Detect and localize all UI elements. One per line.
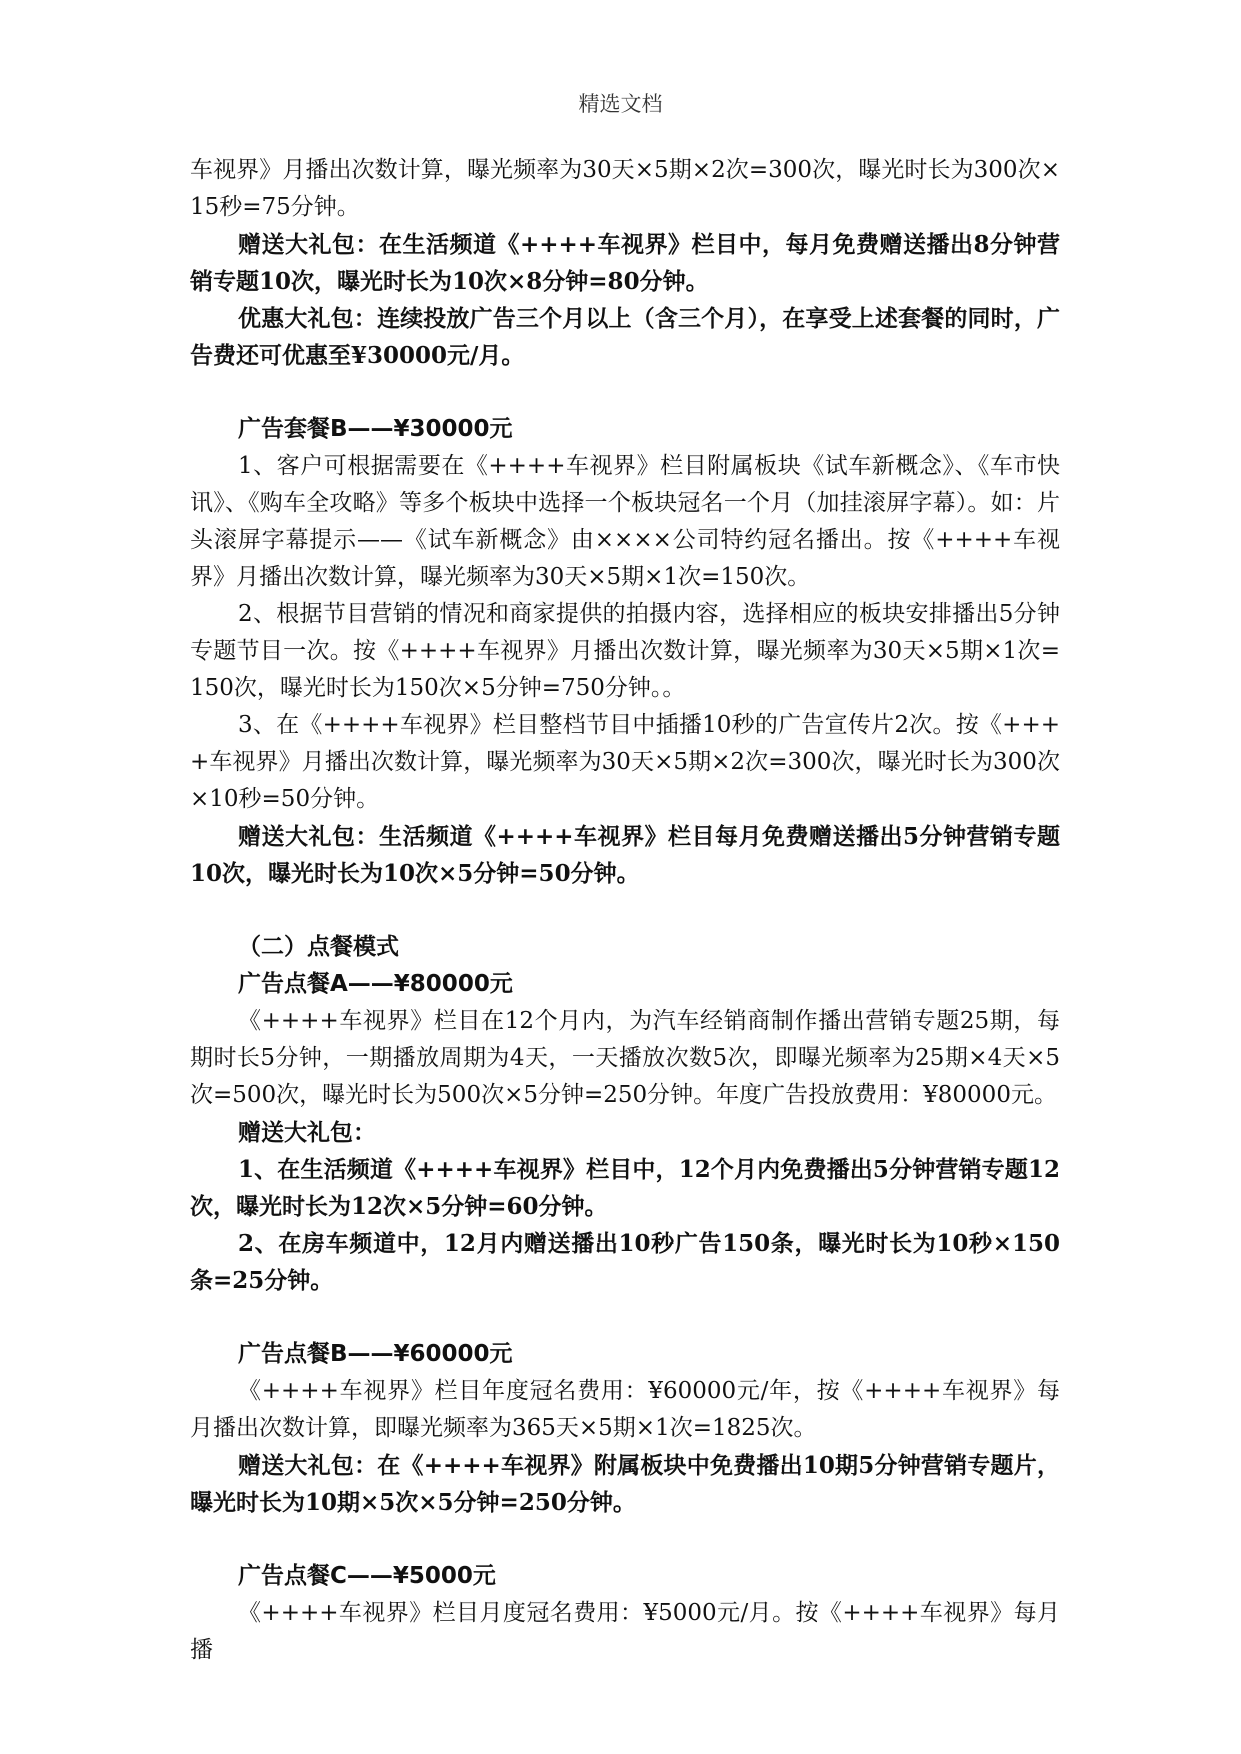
discount-package-paragraph: 优惠大礼包：连续投放广告三个月以上（含三个月），在享受上述套餐的同时，广告费还可优惠至¥30000元/月。 [190, 305, 1060, 369]
order-a-gift-label: 赠送大礼包： [238, 1119, 376, 1146]
section-heading-order-mode: （二）点餐模式 [238, 934, 399, 960]
package-b-item-2: 2、根据节目营销的情况和商家提供的拍摄内容，选择相应的板块安排播出5分钟专题节目一次。按《++++车视界》月播出次数计算，曝光频率为30天×5期×1次=150次，曝光时长为150次×5分钟=750分钟。。 [190, 601, 1060, 701]
order-a-heading: 广告点餐A——¥80000元 [238, 971, 513, 997]
package-b-item-3: 3、在《++++车视界》栏目整档节目中插播10秒的广告宣传片2次。按《++++车视界》月播出次数计算，曝光频率为30天×5期×2次=300次，曝光时长为300次×10秒=50分钟。 [190, 712, 1060, 812]
document-body [190, 152, 1060, 1669]
page-header: 精选文档 [578, 92, 663, 116]
body-paragraph: 车视界》月播出次数计算，曝光频率为30天×5期×2次=300次，曝光时长为300次×15秒=75分钟。 [190, 157, 1060, 220]
order-c-heading: 广告点餐C——¥5000元 [238, 1563, 496, 1589]
order-b-description: 《++++车视界》栏目年度冠名费用：¥60000元/年，按《++++车视界》每月播出次数计算，即曝光频率为365天×5期×1次=1825次。 [190, 1378, 1060, 1441]
order-a-description: 《++++车视界》栏目在12个月内，为汽车经销商制作播出营销专题25期，每期时长5分钟，一期播放周期为4天，一天播放次数5次，即曝光频率为25期×4天×5次=500次，曝光时长为500次×5分钟=250分钟。年度广告投放费用：¥80000元。 [190, 1008, 1060, 1108]
gift-package-paragraph: 赠送大礼包：在生活频道《++++车视界》栏目中，每月免费赠送播出8分钟营销专题10次，曝光时长为10次×8分钟=80分钟。 [190, 231, 1060, 295]
order-a-gift-item-2: 2、在房车频道中，12月内赠送播出10秒广告150条，曝光时长为10秒×150条=25分钟。 [190, 1230, 1060, 1294]
package-b-item-1: 1、客户可根据需要在《++++车视界》栏目附属板块《试车新概念》、《车市快讯》、《购车全攻略》等多个板块中选择一个板块冠名一个月（加挂滚屏字幕）。如：片头滚屏字幕提示——《试车新概念》由××××公司特约冠名播出。按《++++车视界》月播出次数计算，曝光频率为30天×5期×1次=150次。 [190, 453, 1060, 590]
order-c-description: 《++++车视界》栏目月度冠名费用：¥5000元/月。按《++++车视界》每月播 [190, 1600, 1060, 1663]
order-b-heading: 广告点餐B——¥60000元 [238, 1341, 513, 1367]
package-b-heading: 广告套餐B——¥30000元 [238, 416, 513, 442]
order-b-gift-paragraph: 赠送大礼包：在《++++车视界》附属板块中免费播出10期5分钟营销专题片，曝光时长为10期×5次×5分钟=250分钟。 [190, 1452, 1060, 1516]
order-a-gift-item-1: 1、在生活频道《++++车视界》栏目中，12个月内免费播出5分钟营销专题12次，曝光时长为12次×5分钟=60分钟。 [190, 1156, 1060, 1220]
package-b-gift-paragraph: 赠送大礼包：生活频道《++++车视界》栏目每月免费赠送播出5分钟营销专题10次，曝光时长为10次×5分钟=50分钟。 [190, 823, 1060, 887]
